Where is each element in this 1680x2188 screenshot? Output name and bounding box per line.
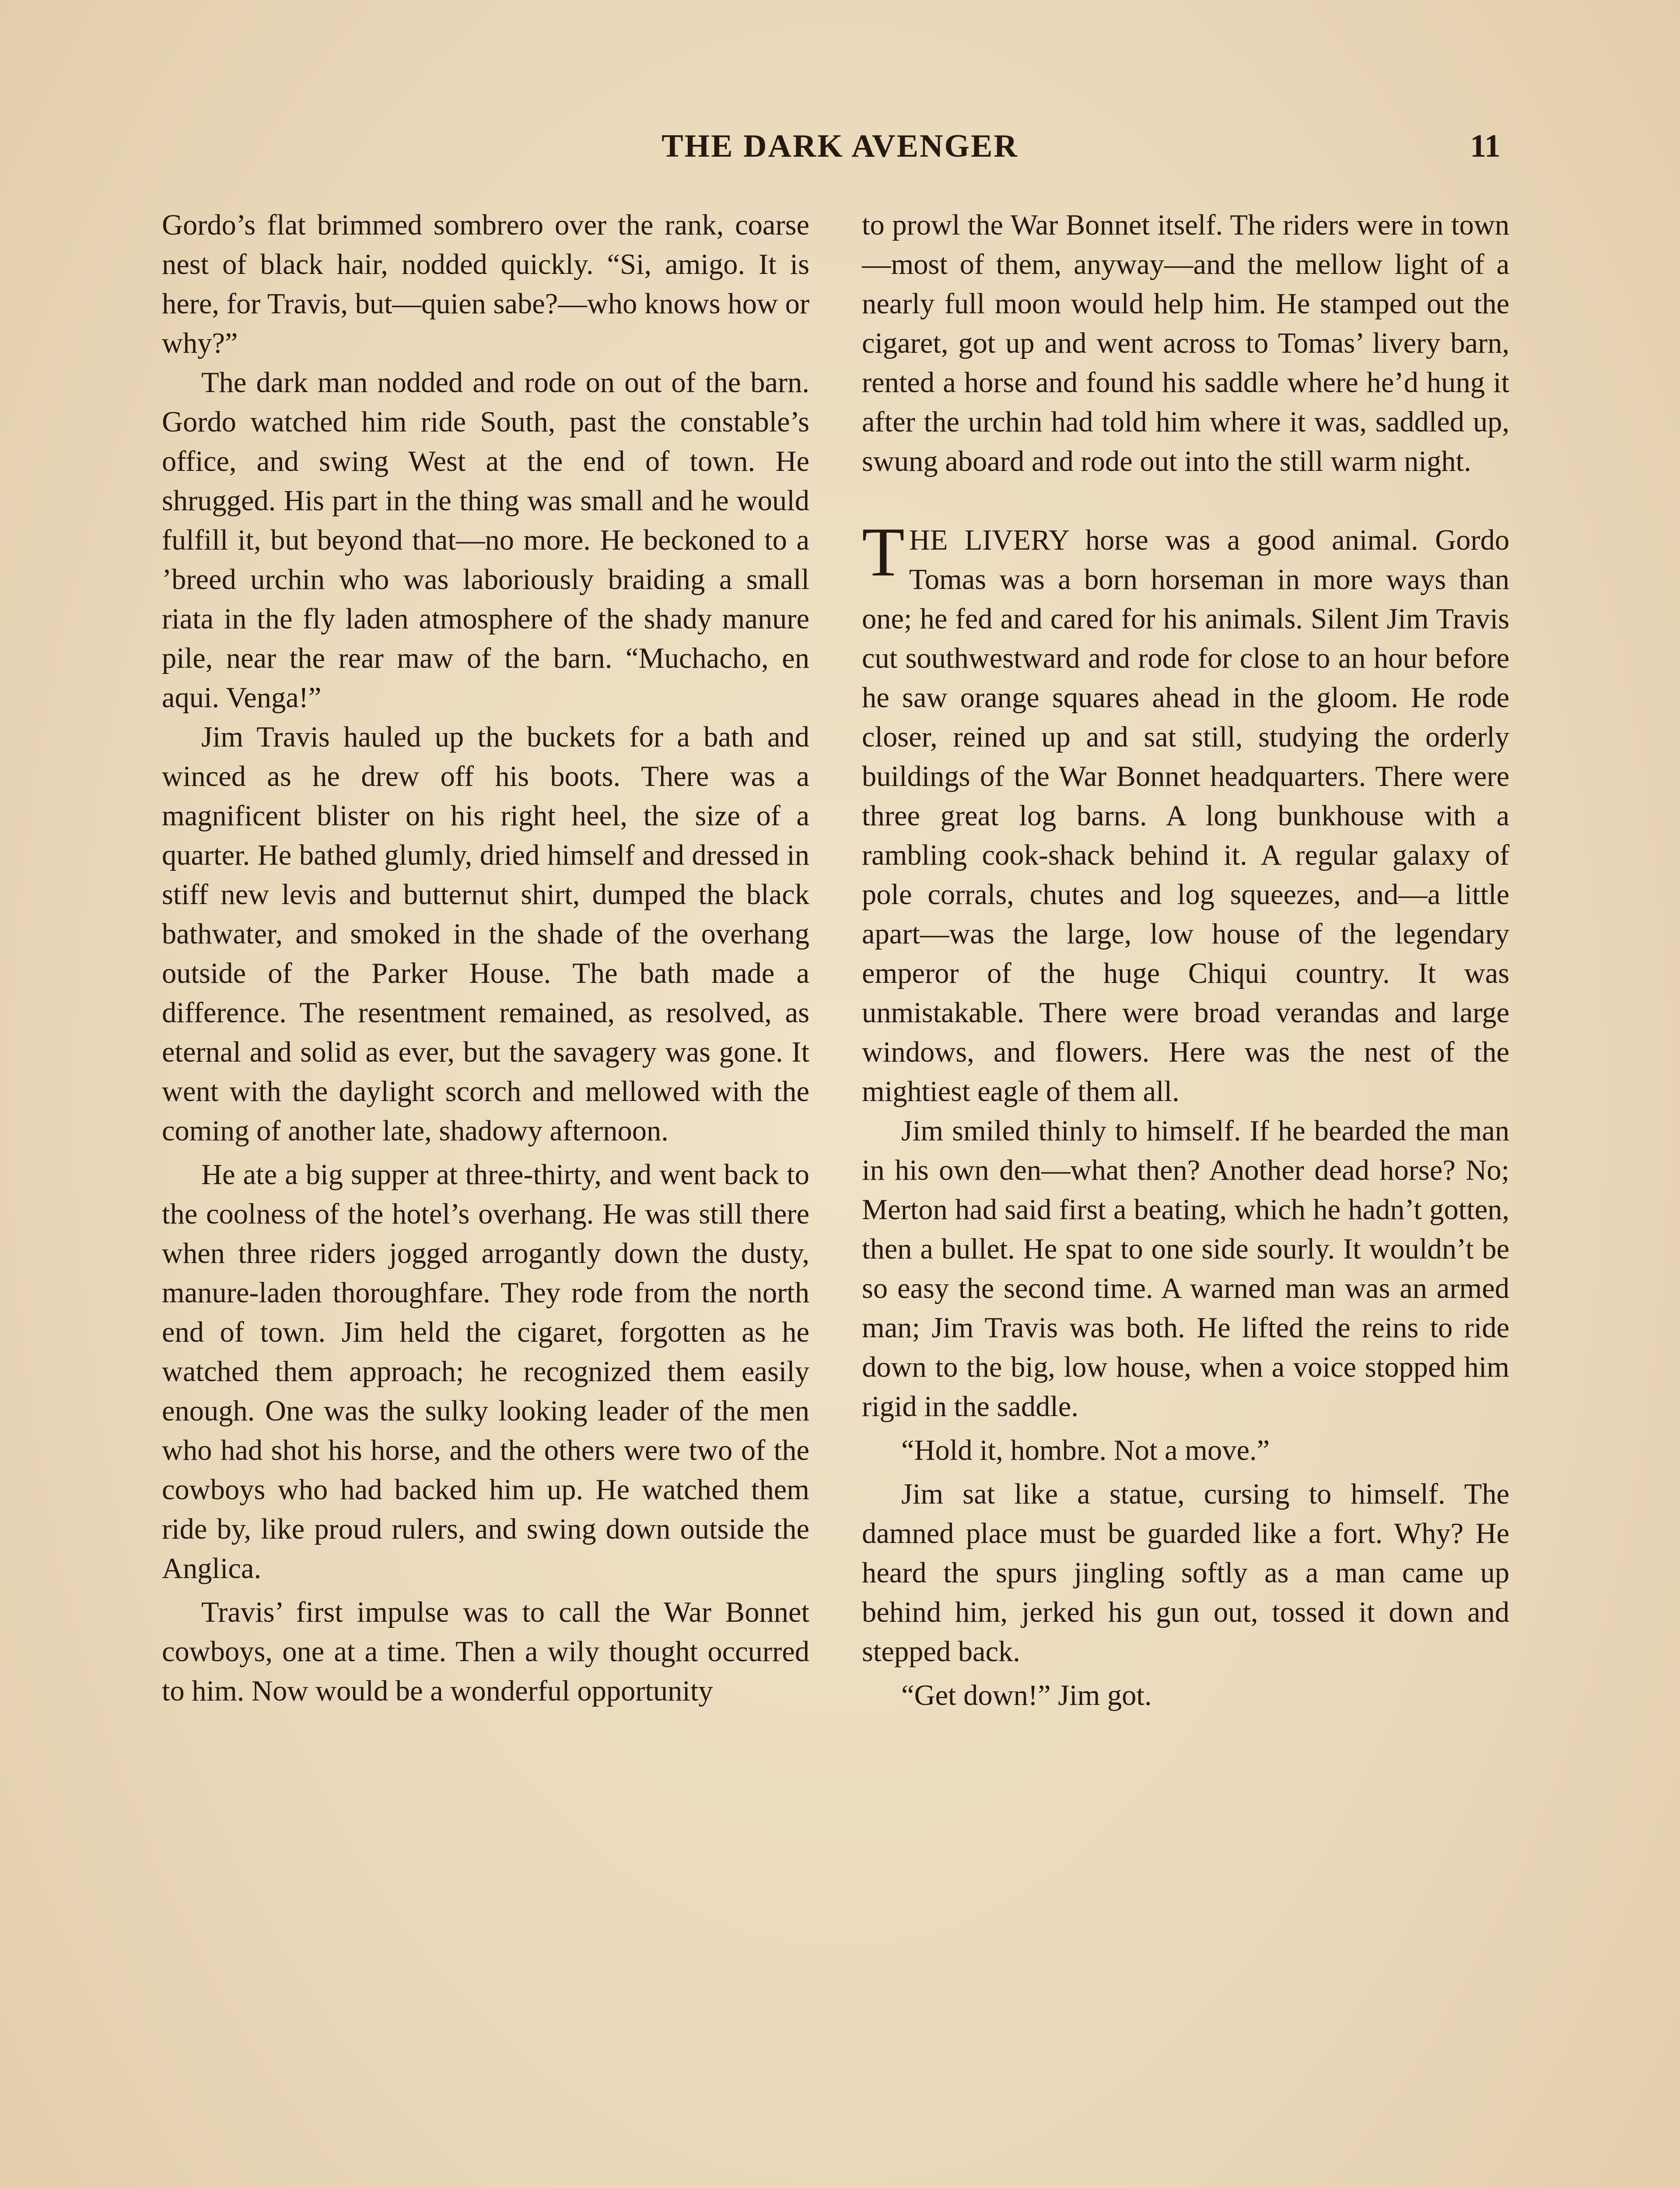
- paragraph: Jim smiled thinly to himself. If he bearded the man in his own den—what then? Another dead horse? No; Merton had said first a beating, which he hadn’t gotten, then a bullet. He spat to one side sourly. It wouldn’t be so easy the second time. A warned man was an armed man; Jim Travis was both. He lifted the reins to ride down to the big, low house, when a voice stopped him rigid in the saddle.: [862, 1115, 1509, 1423]
- section-opening-paragraph: [862, 513, 1509, 1112]
- paragraph: Jim sat like a statue, cursing to himself. The damned place must be guarded like a fort. Why? He heard the spurs jingling softly as a man came up behind him, jerked his gun out, tossed it down and stepped back.: [862, 1478, 1509, 1668]
- left-column: [162, 206, 809, 1711]
- page-number: 11: [1470, 128, 1501, 164]
- right-column: [862, 206, 1509, 1715]
- section-opening-text: HE LIVERY horse was a good animal. Gordo Tomas was a born horseman in more ways than one; he fed and cared for his animals. Silent Jim Travis cut southwestward and rode for close to an hour before he saw orange squares ahead in the gloom. He rode closer, reined up and sat still, studying the orderly buildings of the War Bonnet headquarters. There were three great log barns. A long bunkhouse with a rambling cook-shack behind it. A regular galaxy of pole corrals, chutes and log squeezes, and—a little apart—was the large, low house of the legendary emperor of the huge Chiqui country. It was unmistakable. There were broad verandas and large windows, and flowers. Here was the nest of the mightiest eagle of them all.: [862, 524, 1509, 1108]
- paragraph: Jim Travis hauled up the buckets for a bath and winced as he drew off his boots. There was a magnificent blister on his right heel, the size of a quarter. He bathed glumly, dried himself and dressed in stiff new levis and butternut shirt, dumped the black bathwater, and smoked in the shade of the overhang outside of the Parker House. The bath made a difference. The resentment remained, as resolved, as eternal and solid as ever, but the savagery was gone. It went with the daylight scorch and mellowed with the coming of another late, shadowy afternoon.: [162, 721, 809, 1147]
- paragraph: “Hold it, hombre. Not a move.”: [901, 1434, 1270, 1466]
- paragraph: The dark man nodded and rode on out of the barn. Gordo watched him ride South, past the constable’s office, and swing West at the end of town. He shrugged. His part in the thing was small and he would fulfill it, but beyond that—no more. He beckoned to a ’breed urchin who was laboriously braiding a small riata in the fly laden atmosphere of the shady manure pile, near the rear maw of the barn. “Muchacho, en aqui. Venga!”: [162, 367, 809, 714]
- paragraph: He ate a big supper at three-thirty, and went back to the coolness of the hotel’s overhang. He was still there when three riders jogged arrogantly down the dusty, manure-laden thoroughfare. They rode from the north end of town. Jim held the cigaret, forgotten as he watched them approach; he recognized them easily enough. One was the sulky looking leader of the men who had shot his horse, and the others were two of the cowboys who had backed him up. He watched them ride by, like proud rulers, and swing down outside the Anglica.: [162, 1159, 809, 1585]
- paragraph: Gordo’s flat brimmed sombrero over the rank, coarse nest of black hair, nodded quickly. “Si, amigo. It is here, for Travis, but—quien sabe?—who knows how or why?”: [162, 209, 809, 359]
- paragraph: “Get down!” Jim got.: [901, 1680, 1152, 1711]
- paragraph: to prowl the War Bonnet itself. The riders were in town—most of them, anyway—and the mellow light of a nearly full moon would help him. He stamped out the cigaret, got up and went across to Tomas’ livery barn, rented a horse and found his saddle where he’d hung it after the urchin had told him where it was, saddled up, swung aboard and rode out into the still warm night.: [862, 209, 1509, 477]
- running-title: THE DARK AVENGER: [662, 128, 1018, 164]
- drop-cap: T: [862, 513, 905, 591]
- paragraph: Travis’ first impulse was to call the War Bonnet cowboys, one at a time. Then a wily thought occurred to him. Now would be a wonderful opportunity: [162, 1596, 809, 1707]
